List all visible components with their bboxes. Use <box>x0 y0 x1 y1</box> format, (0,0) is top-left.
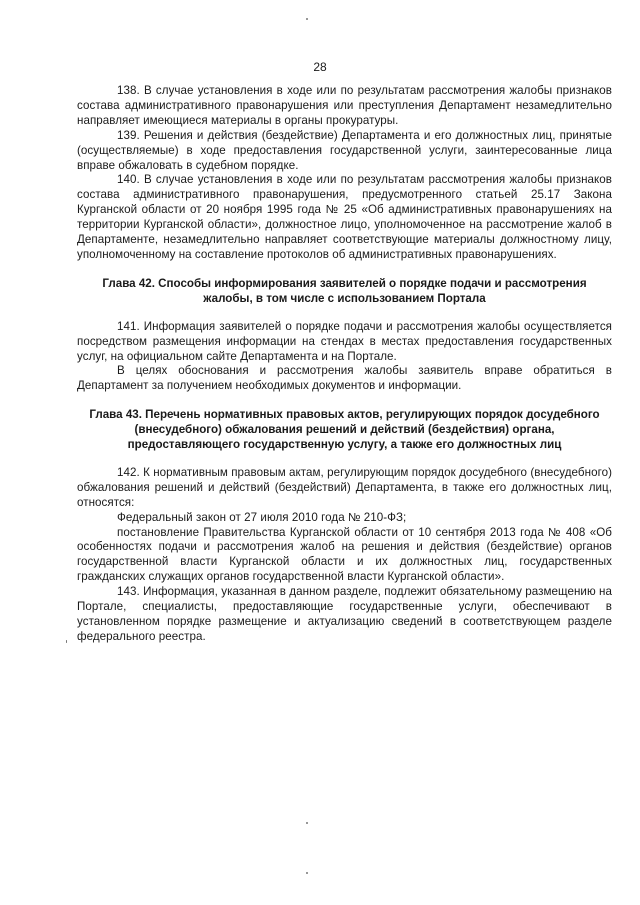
paragraph-139: 139. Решения и действия (бездействие) Департамента и его должностных лиц, принятые (осуществляемые) в ходе предоставления государственной услуги, заинтересованные лица вправе обжаловать в судебном порядке. <box>77 128 612 172</box>
paragraph-141: 141. Информация заявителей о порядке подачи и рассмотрения жалобы осуществляется посредством размещения информации на стендах в местах предоставления государственных услуг, на официальном сайте Департамента и на Портале. <box>77 319 612 363</box>
page-number: 28 <box>313 60 327 74</box>
chapter-42-heading: Глава 42. Способы информирования заявителей о порядке подачи и рассмотрения жалобы, в том числе с использованием Портала <box>102 276 587 305</box>
paragraph-141-continued: В целях обоснования и рассмотрения жалобы заявитель вправе обратиться в Департамент за получением необходимых документов и информации. <box>77 364 612 393</box>
paragraph-143: 143. Информация, указанная в данном разделе, подлежит обязательному размещению на Портале, специалисты, предоставляющие государственные услуги, обеспечивают в установленном порядке размещение и актуализацию сведений в соответствующем разделе федерального реестра. <box>77 585 612 643</box>
paragraph-140: 140. В случае установления в ходе или по результатам рассмотрения жалобы признаков состава административного правонарушения, предусмотренного статьей 25.17 Закона Курганской области от 20 ноября 1995 года № 25 «Об административных правонарушениях на территории Курганской области», должностное лицо, уполномоченное на рассмотрение жалоб в Департаменте, незамедлительно направляет соответствующие материалы должностному лицу, уполномоченному на составление протоколов об административных правонарушениях. <box>77 173 612 261</box>
chapter-43-heading: Глава 43. Перечень нормативных правовых актов, регулирующих порядок досудебного (внесудебного) обжалования решений и действий (бездействия) органа, предоставляющего государственную услугу, а также его должностных лиц <box>89 408 600 452</box>
paragraph-138: 138. В случае установления в ходе или по результатам рассмотрения жалобы признаков состава административного правонарушения или преступления Департамент незамедлительно направляет имеющиеся материалы в органы прокуратуры. <box>77 84 612 127</box>
scan-speck <box>306 18 308 20</box>
paragraph-142: 142. К нормативным правовым актам, регулирующим порядок досудебного (внесудебного) обжалования решений и действий (бездействий) Департамента, в также его должностных лиц, относятся: <box>77 465 612 509</box>
document-body <box>77 84 612 645</box>
law-item-federal: Федеральный закон от 27 июля 2010 года № 210-ФЗ; <box>117 510 407 524</box>
law-item-regional: постановление Правительства Курганской области от 10 сентября 2013 года № 408 «Об особенностях подачи и рассмотрения жалоб на решения и действия (бездействие) органов государственной власти Курганской области и их должностных лиц, государственных гражданских служащих органов государственной власти Курганской области». <box>77 525 612 584</box>
scan-speck <box>306 822 308 824</box>
scan-speck <box>66 640 67 643</box>
scan-speck <box>306 872 308 874</box>
